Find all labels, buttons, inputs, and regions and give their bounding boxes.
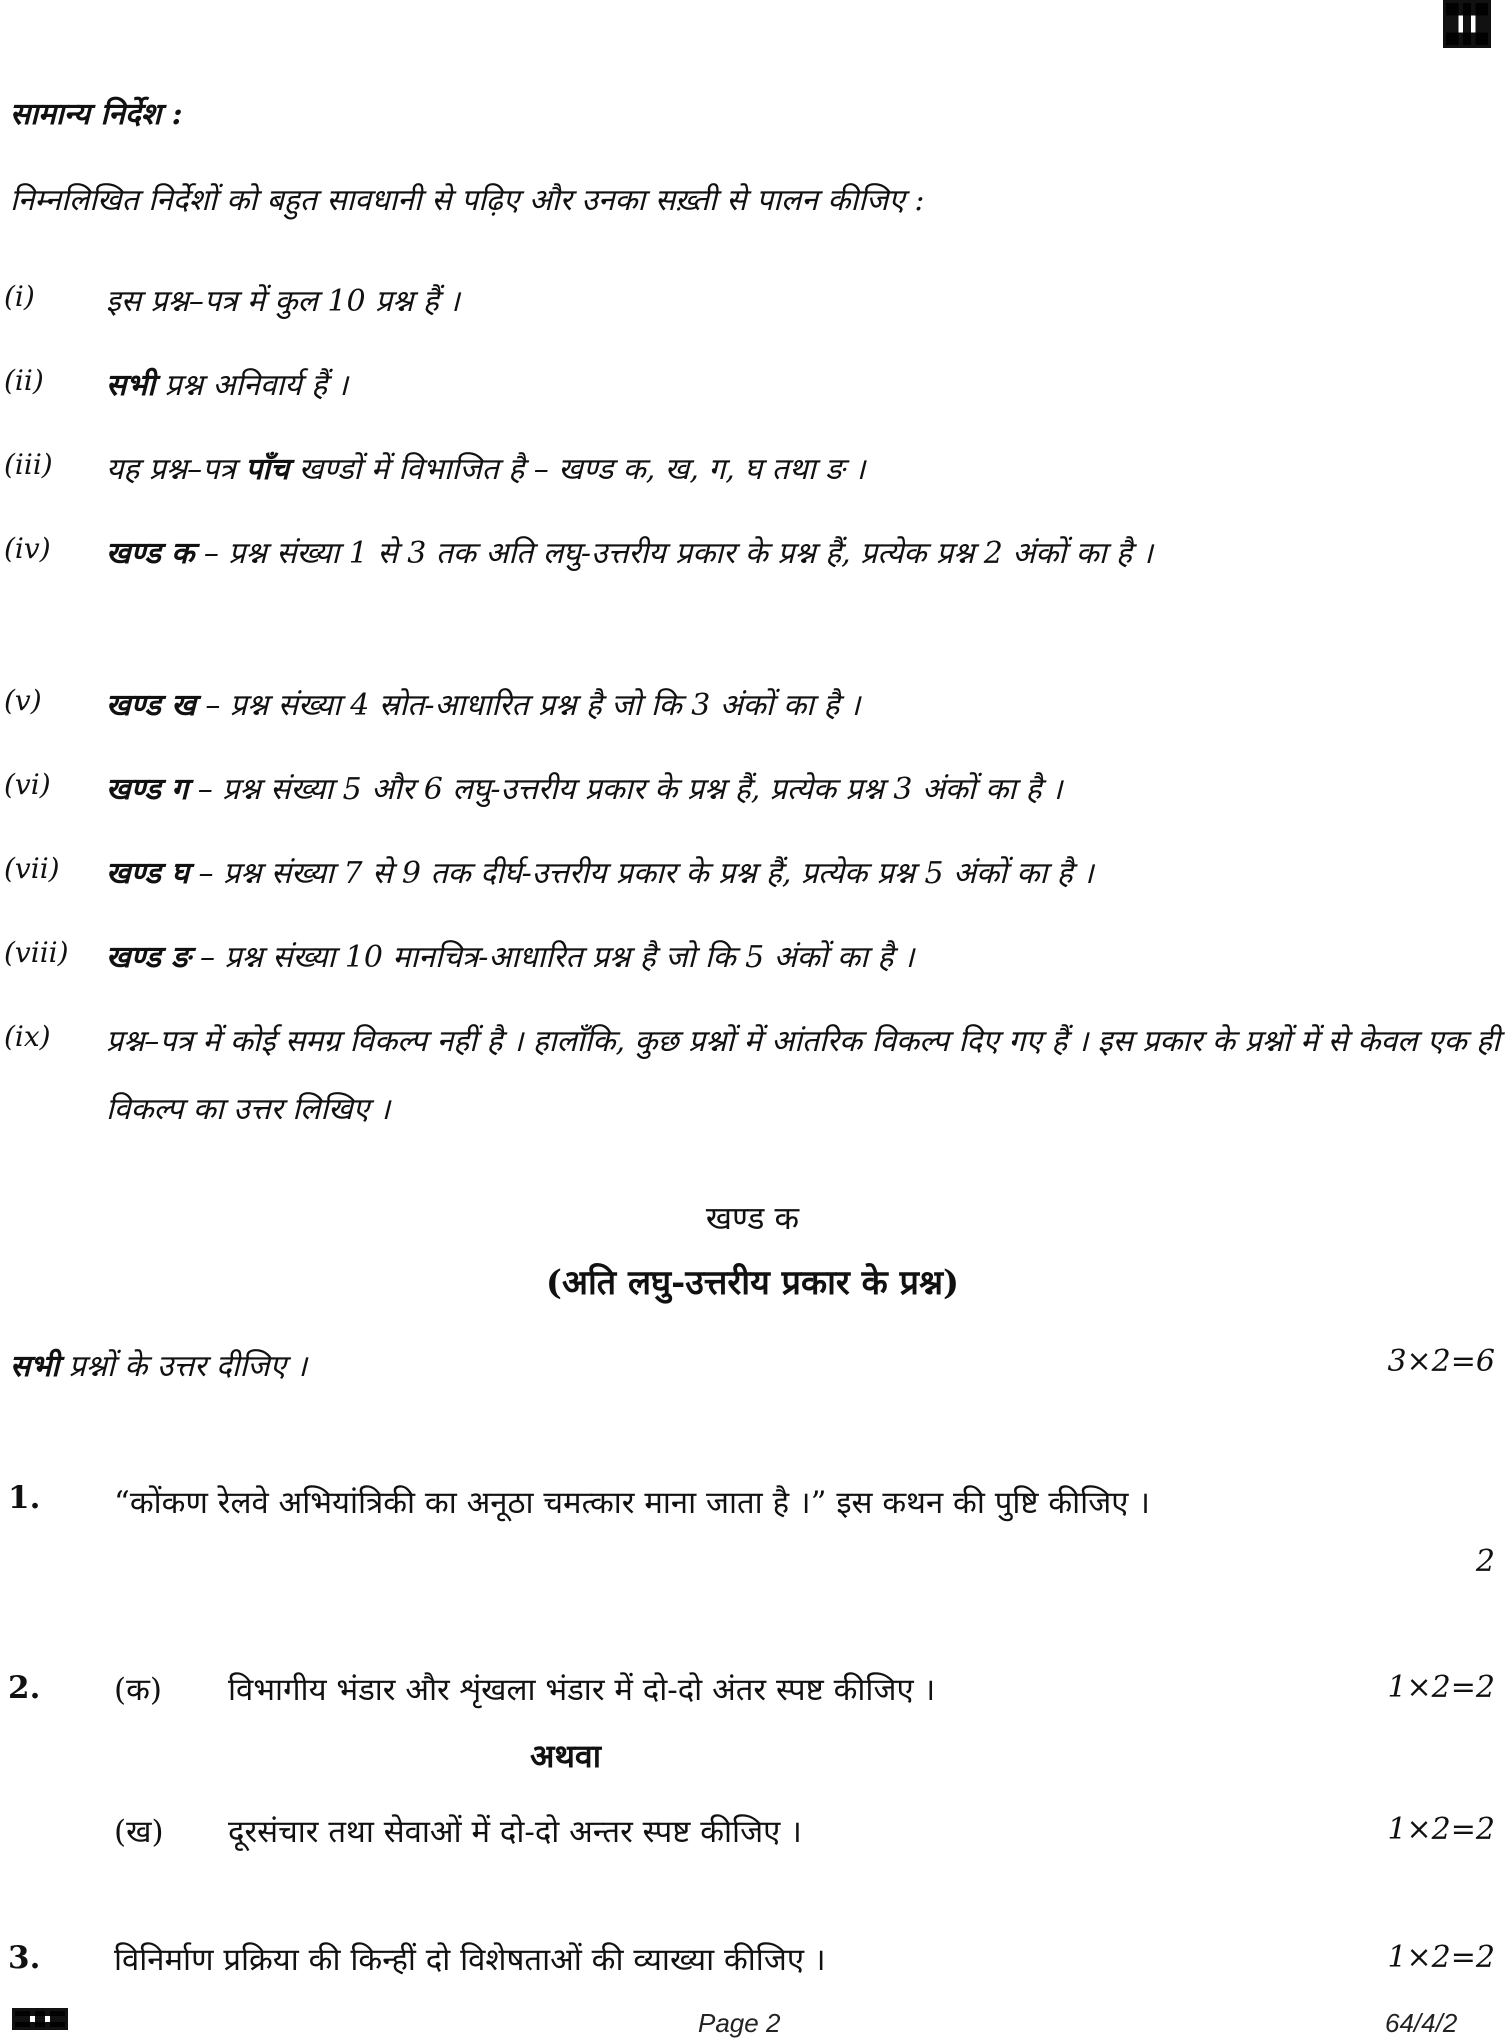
instruction-text — [106, 840, 1501, 908]
instruction-bold: खण्ड ग — [106, 772, 189, 807]
instruction-number: (ii) — [4, 364, 44, 397]
instruction-text — [106, 756, 1501, 824]
answer-all-note — [10, 1344, 307, 1385]
instruction-bold: पाँच — [245, 452, 290, 487]
instruction-number: (ix) — [4, 1020, 51, 1053]
question-text: विनिर्माण प्रक्रिया की किन्हीं दो विशेषताओं की व्याख्या कीजिए । — [114, 1942, 826, 1978]
or-separator: अथवा — [530, 1737, 601, 1775]
question-number: 3. — [8, 1940, 41, 1976]
question-number: 1. — [8, 1480, 41, 1516]
instruction-bold: खण्ड घ — [106, 856, 190, 891]
page-number: Page 2 — [698, 2008, 781, 2038]
question-marks: 1×2=2 — [1387, 1940, 1495, 1975]
instruction-bold: सभी — [106, 368, 156, 403]
instruction-body: – प्रश्न संख्या 5 और 6 लघु-उत्तरीय प्रकार के प्रश्न हैं, प्रत्येक प्रश्न 3 अंकों का है । — [188, 772, 1063, 807]
instruction-text — [106, 672, 1501, 740]
instruction-text — [106, 268, 1501, 336]
paper-code: 64/4/2 — [1385, 2008, 1458, 2038]
option-label: (ख) — [114, 1814, 164, 1850]
instruction-text — [106, 520, 1501, 588]
option-label: (क) — [114, 1672, 162, 1708]
section-title: खण्ड क — [705, 1199, 800, 1237]
instruction-prefix: यह प्रश्न–पत्र — [106, 452, 246, 487]
instructions-intro: निम्नलिखित निर्देशों को बहुत सावधानी से पढ़िए और उनका सख़्ती से पालन कीजिए : — [10, 183, 925, 218]
question-text: दूरसंचार तथा सेवाओं में दो-दो अन्तर स्पष्ट कीजिए । — [228, 1814, 802, 1850]
barcode-icon — [12, 2008, 68, 2030]
answer-all-bold: सभी — [10, 1349, 60, 1384]
instruction-bold: खण्ड ख — [106, 688, 196, 723]
instruction-body: – प्रश्न संख्या 4 स्रोत-आधारित प्रश्न है जो कि 3 अंकों का है । — [195, 688, 861, 723]
instruction-body: – प्रश्न संख्या 1 से 3 तक अति लघु-उत्तरीय प्रकार के प्रश्न हैं, प्रत्येक प्रश्न 2 अंकों का है । — [194, 536, 1153, 571]
instruction-text — [106, 924, 1501, 992]
question-text: “कोंकण रेलवे अभियांत्रिकी का अनूठा चमत्कार माना जाता है ।” इस कथन की पुष्टि कीजिए । — [114, 1485, 1150, 1521]
instruction-number: (vii) — [4, 852, 60, 885]
question-marks: 2 — [1475, 1544, 1495, 1579]
instruction-number: (i) — [4, 280, 35, 313]
instruction-number: (v) — [4, 684, 42, 717]
instruction-body: – प्रश्न संख्या 10 मानचित्र-आधारित प्रश्न है जो कि 5 अंकों का है । — [190, 940, 915, 975]
instruction-text — [106, 352, 1501, 420]
instruction-bold: खण्ड ङ — [106, 940, 191, 975]
instruction-number: (vi) — [4, 768, 51, 801]
instruction-number: (iii) — [4, 448, 53, 481]
question-marks: 1×2=2 — [1387, 1670, 1495, 1705]
question-text: विभागीय भंडार और शृंखला भंडार में दो-दो अंतर स्पष्ट कीजिए । — [228, 1672, 936, 1708]
instruction-text — [106, 436, 1501, 504]
section-subtitle: (अति लघु-उत्तरीय प्रकार के प्रश्न) — [545, 1263, 960, 1303]
instruction-body: प्रश्न अनिवार्य हैं । — [155, 368, 349, 403]
question-number: 2. — [8, 1670, 41, 1706]
instruction-number: (iv) — [4, 532, 51, 565]
question-marks: 1×2=2 — [1387, 1812, 1495, 1847]
instruction-body: इस प्रश्न–पत्र में कुल 10 प्रश्न हैं । — [106, 284, 460, 319]
answer-all-text: प्रश्नों के उत्तर दीजिए । — [59, 1349, 308, 1384]
instruction-body: – प्रश्न संख्या 7 से 9 तक दीर्घ-उत्तरीय प्रकार के प्रश्न हैं, प्रत्येक प्रश्न 5 अंकों का है । — [189, 856, 1094, 891]
qr-code-icon — [1443, 0, 1491, 48]
section-marks: 3×2=6 — [1387, 1344, 1495, 1379]
instruction-bold: खण्ड क — [106, 536, 195, 571]
instruction-body: खण्डों में विभाजित है – खण्ड क, ख, ग, घ तथा ङ । — [289, 452, 866, 487]
instruction-text — [106, 1008, 1501, 1144]
general-instructions-heading: सामान्य निर्देश : — [10, 97, 183, 132]
instruction-number: (viii) — [4, 936, 69, 969]
instruction-body: प्रश्न–पत्र में कोई समग्र विकल्प नहीं है । हालाँकि, कुछ प्रश्नों में आंतरिक विकल्प दिए गए हैं । इस प्रकार के प्रश्नों में से केवल एक ही विकल्प का उत्तर लिखिए । — [106, 1024, 1500, 1127]
